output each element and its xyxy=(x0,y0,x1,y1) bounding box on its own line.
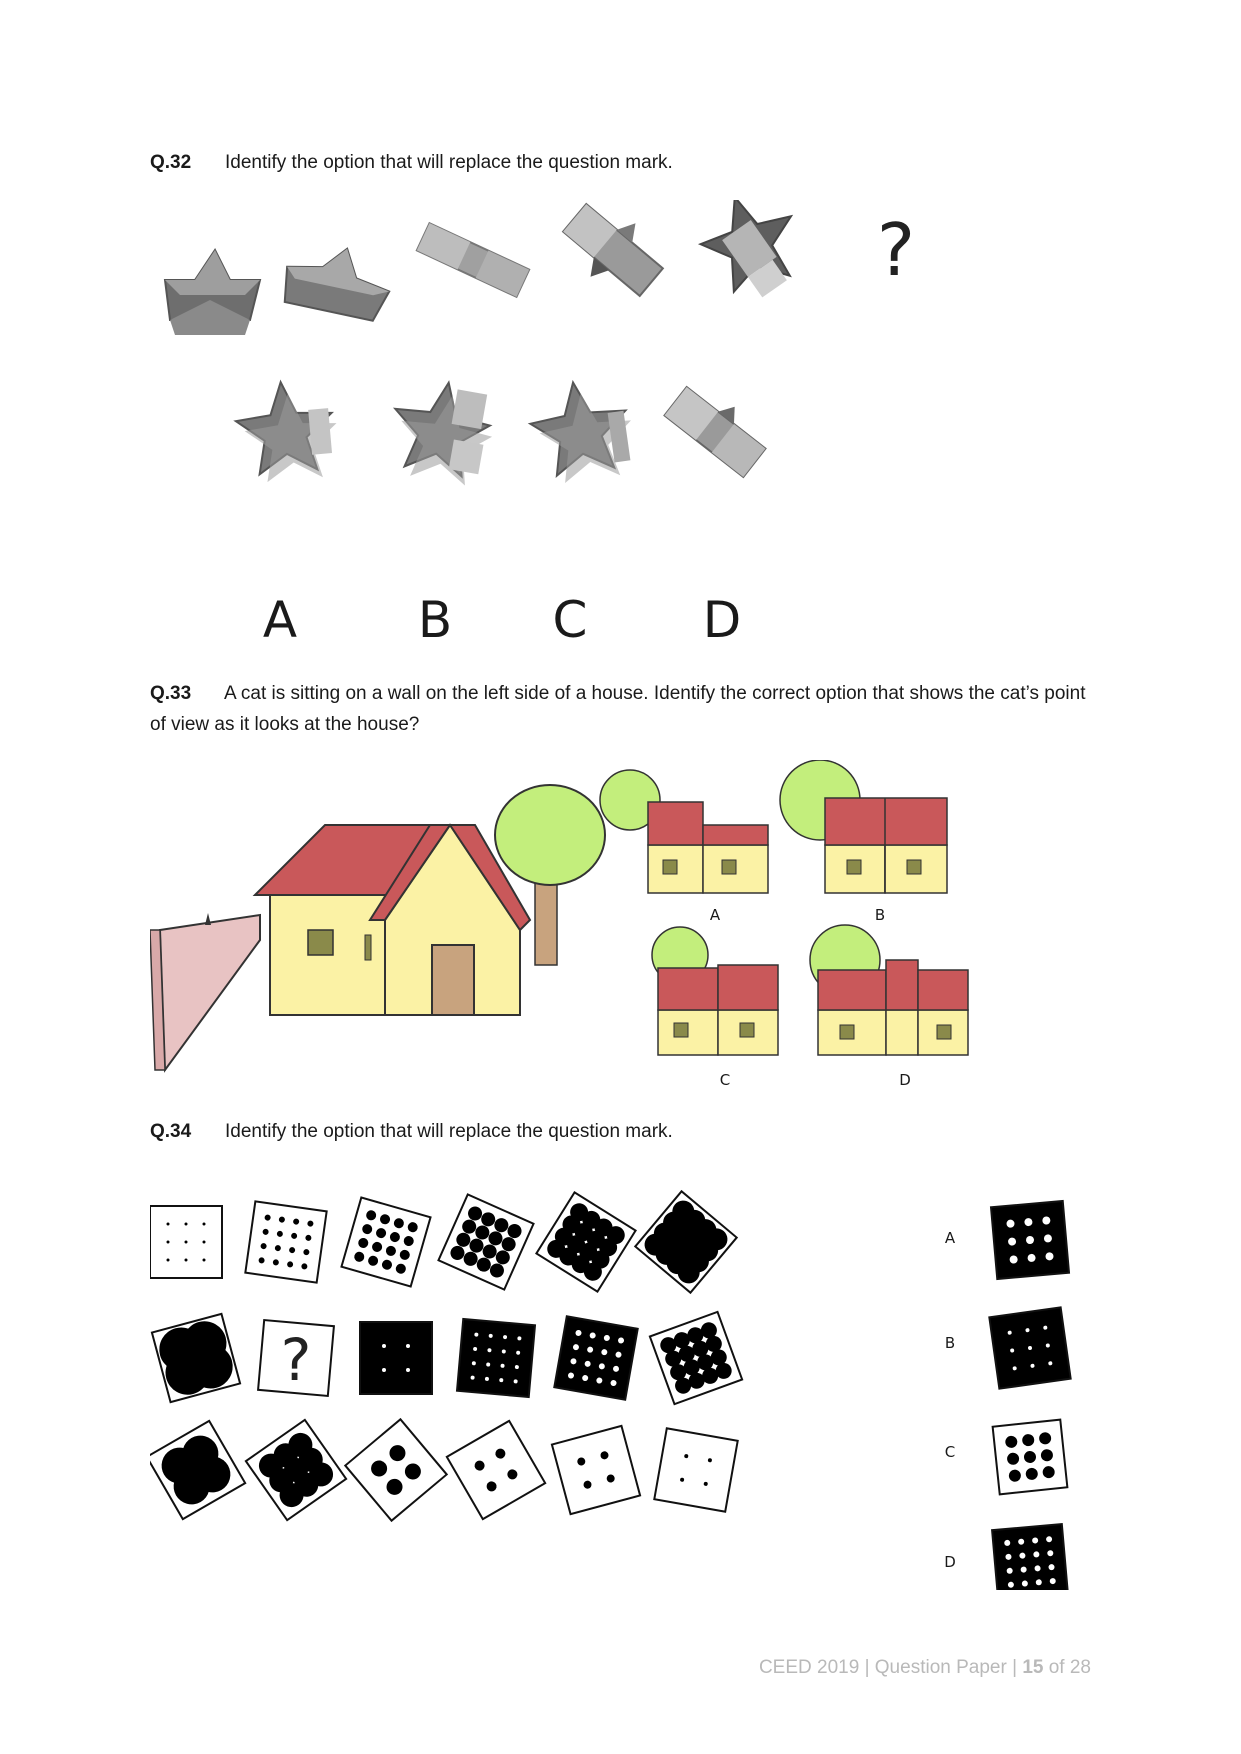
question-number: Q.32 xyxy=(150,152,192,173)
sequence-shape-5 xyxy=(690,200,820,309)
footer-sep-1: | xyxy=(864,1657,870,1678)
option-b-tile[interactable] xyxy=(989,1307,1070,1388)
option-c-tile[interactable] xyxy=(993,1420,1068,1495)
q33-figure xyxy=(150,760,1000,1100)
question-number: Q.33 xyxy=(150,683,192,704)
page-footer xyxy=(759,1657,1091,1679)
sequence-tile xyxy=(552,1426,640,1514)
sequence-tile xyxy=(447,1421,545,1519)
option-d-label: D xyxy=(702,591,742,649)
sequence-shape-4 xyxy=(552,200,674,309)
footer-exam: CEED 2019 xyxy=(758,1657,860,1678)
option-c-label: C xyxy=(552,591,588,649)
option-b-label: B xyxy=(417,591,453,649)
option-b-shape[interactable] xyxy=(384,374,500,488)
option-d-label: D xyxy=(899,1071,911,1089)
option-d-view[interactable] xyxy=(810,925,968,1055)
sequence-tile xyxy=(360,1322,432,1394)
option-a-shape[interactable] xyxy=(233,378,341,485)
option-a-view[interactable] xyxy=(600,770,768,893)
sequence-tile xyxy=(246,1420,346,1520)
sequence-tile xyxy=(438,1194,533,1289)
option-b-label: B xyxy=(944,1334,956,1352)
option-c-label: C xyxy=(719,1071,731,1089)
sequence-tile xyxy=(554,1316,637,1399)
q32-prompt xyxy=(150,147,1100,178)
footer-page: 15 xyxy=(1022,1657,1044,1678)
question-mark: ? xyxy=(876,208,916,292)
question-text: Identify the option that will replace the question mark. xyxy=(225,152,673,173)
option-b-label: B xyxy=(874,906,886,924)
sequence-tile xyxy=(457,1319,535,1397)
sequence-tile xyxy=(150,1421,245,1519)
house-scene xyxy=(150,785,605,1070)
question-text: Identify the option that will replace the question mark. xyxy=(225,1121,673,1142)
sequence-shape-1 xyxy=(165,250,260,335)
sequence-tile xyxy=(650,1312,742,1404)
footer-of: of 28 xyxy=(1048,1657,1091,1678)
sequence-tile xyxy=(536,1192,635,1291)
option-d-tile[interactable] xyxy=(992,1524,1068,1590)
option-a-label: A xyxy=(709,906,721,924)
q34-figure xyxy=(150,1170,1100,1590)
cat-icon xyxy=(205,913,211,925)
option-c-label: C xyxy=(944,1443,956,1461)
sequence-tile xyxy=(635,1191,736,1292)
q34-prompt xyxy=(150,1116,1100,1147)
option-a-label: A xyxy=(944,1229,956,1247)
sequence-tile xyxy=(152,1314,240,1402)
question-number: Q.34 xyxy=(150,1121,192,1142)
option-a-tile[interactable] xyxy=(991,1201,1069,1279)
sequence-shape-3 xyxy=(417,223,529,297)
sequence-tile xyxy=(150,1206,222,1278)
sequence-tile xyxy=(341,1197,430,1286)
option-a-label: A xyxy=(262,591,298,649)
question-mark: ? xyxy=(280,1326,312,1394)
question-text: A cat is sitting on a wall on the left side of a house. Identify the correct option that shows the cat’s point of view as it looks at the house? xyxy=(150,683,1086,735)
option-c-view[interactable] xyxy=(652,927,778,1055)
sequence-tile xyxy=(654,1428,737,1511)
sequence-tile xyxy=(245,1201,326,1282)
option-b-view[interactable] xyxy=(780,760,947,893)
q33-prompt xyxy=(150,678,1090,740)
option-d-shape[interactable] xyxy=(665,376,775,477)
option-c-shape[interactable] xyxy=(526,375,639,486)
q32-figure xyxy=(150,200,1100,660)
option-d-label: D xyxy=(944,1553,956,1571)
footer-doc: Question Paper xyxy=(874,1657,1007,1678)
sequence-shape-2 xyxy=(280,237,396,322)
footer-sep-2: | xyxy=(1012,1657,1018,1678)
sequence-tile xyxy=(345,1419,446,1520)
